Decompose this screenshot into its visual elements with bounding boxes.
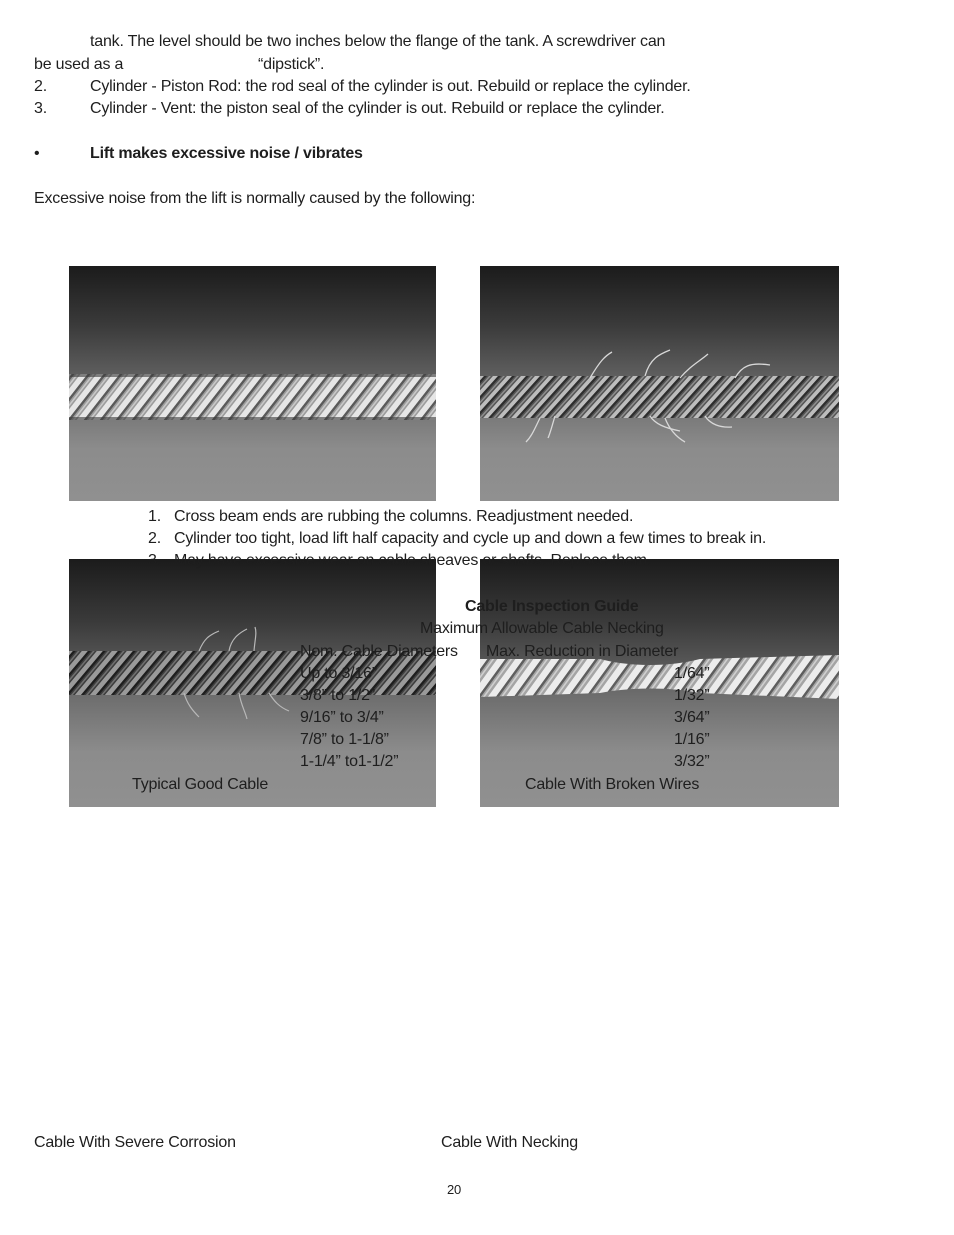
list-item: Cylinder too tight, load lift half capacity and cycle up and down a few times to break in. bbox=[174, 530, 767, 547]
column-header-diameter: Nom. Cable Diameters bbox=[300, 643, 458, 660]
list-item: Cross beam ends are rubbing the columns. Readjustment needed. bbox=[174, 508, 634, 525]
caption-good-cable: Typical Good Cable bbox=[132, 776, 269, 793]
column-header-reduction: Max. Reduction in Diameter bbox=[486, 643, 679, 660]
list-item: May have excessive wear on cable sheaves or shafts. Replace them. bbox=[174, 552, 652, 569]
list-number: 2. bbox=[34, 78, 47, 95]
table-cell-diameter: 1-1/4” to1-1/2” bbox=[300, 753, 399, 770]
paragraph-line: be used as a bbox=[34, 56, 124, 73]
table-cell-reduction: 1/16” bbox=[674, 731, 710, 748]
broken-wires-photo bbox=[480, 266, 839, 501]
intro-text: Excessive noise from the lift is normally caused by the following: bbox=[34, 190, 476, 207]
good-cable-photo bbox=[69, 266, 436, 501]
table-cell-reduction: 3/64” bbox=[674, 709, 710, 726]
caption-broken-wires: Cable With Broken Wires bbox=[525, 776, 700, 793]
caption-severe-corrosion: Cable With Severe Corrosion bbox=[34, 1134, 236, 1151]
table-cell-diameter: 7/8” to 1-1/8” bbox=[300, 731, 389, 748]
list-number: 3. bbox=[34, 100, 47, 117]
list-number: 3. bbox=[148, 552, 161, 569]
page-number: 20 bbox=[447, 1182, 462, 1197]
table-cell-reduction: 3/32” bbox=[674, 753, 710, 770]
guide-subtitle: Maximum Allowable Cable Necking bbox=[420, 620, 664, 637]
guide-title: Cable Inspection Guide bbox=[465, 598, 639, 615]
paragraph-line: tank. The level should be two inches below the flange of the tank. A screwdriver can bbox=[90, 33, 666, 50]
table-cell-diameter: 3/8” to 1/2” bbox=[300, 687, 375, 704]
list-number: 2. bbox=[148, 530, 161, 547]
table-cell-diameter: 9/16” to 3/4” bbox=[300, 709, 384, 726]
list-item: Cylinder - Piston Rod: the rod seal of the cylinder is out. Rebuild or replace the cylinder. bbox=[90, 78, 691, 95]
paragraph-line: “dipstick”. bbox=[258, 56, 325, 73]
table-cell-diameter: Up to 3/16” bbox=[300, 665, 377, 682]
list-number: 1. bbox=[148, 508, 161, 525]
table-cell-reduction: 1/64” bbox=[674, 665, 710, 682]
caption-necking: Cable With Necking bbox=[441, 1134, 578, 1151]
section-heading: Lift makes excessive noise / vibrates bbox=[90, 145, 363, 162]
bullet-icon: • bbox=[34, 145, 40, 162]
list-item: Cylinder - Vent: the piston seal of the cylinder is out. Rebuild or replace the cylinder. bbox=[90, 100, 665, 117]
table-cell-reduction: 1/32” bbox=[674, 687, 710, 704]
